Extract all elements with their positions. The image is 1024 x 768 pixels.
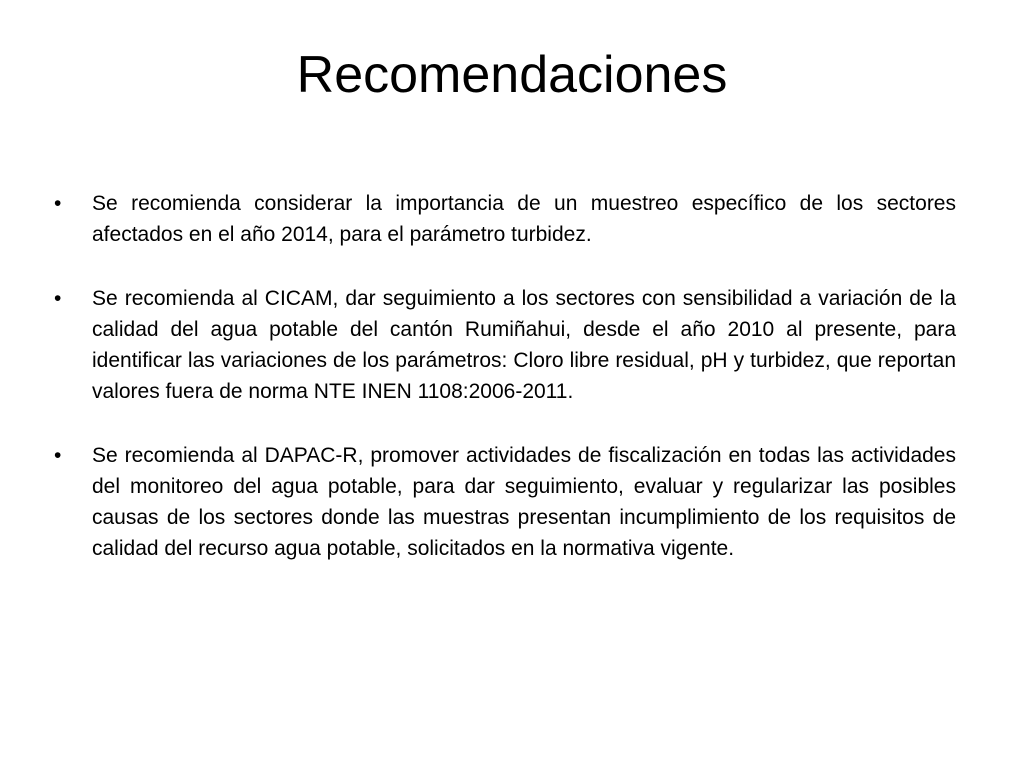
slide-title: Recomendaciones (296, 46, 728, 104)
list-item (52, 188, 956, 250)
recommendations-list (52, 188, 956, 597)
bullet-icon: • (54, 444, 62, 467)
recommendation-text: Se recomienda al CICAM, dar seguimiento a los sectores con sensibilidad a variación de la calidad del agua potable del cantón Rumiñahui, desde el año 2010 al presente, para identificar las variaciones de los parámetros: Cloro libre residual, pH y turbidez, que reportan valores fuera de norma NTE INEN 1108:2006-2011. (92, 287, 956, 403)
list-item (52, 283, 956, 407)
recommendation-text: Se recomienda considerar la importancia de un muestreo específico de los sectores afectados en el año 2014, para el parámetro turbidez. (92, 192, 956, 246)
bullet-icon: • (54, 192, 62, 215)
recommendation-text: Se recomienda al DAPAC-R, promover actividades de fiscalización en todas las actividades del monitoreo del agua potable, para dar seguimiento, evaluar y regularizar las posibles causas de los sectores donde las muestras presentan incumplimiento de los requisitos de calidad del recurso agua potable, solicitados en la normativa vigente. (92, 444, 956, 560)
bullet-icon: • (54, 287, 62, 310)
list-item (52, 440, 956, 564)
